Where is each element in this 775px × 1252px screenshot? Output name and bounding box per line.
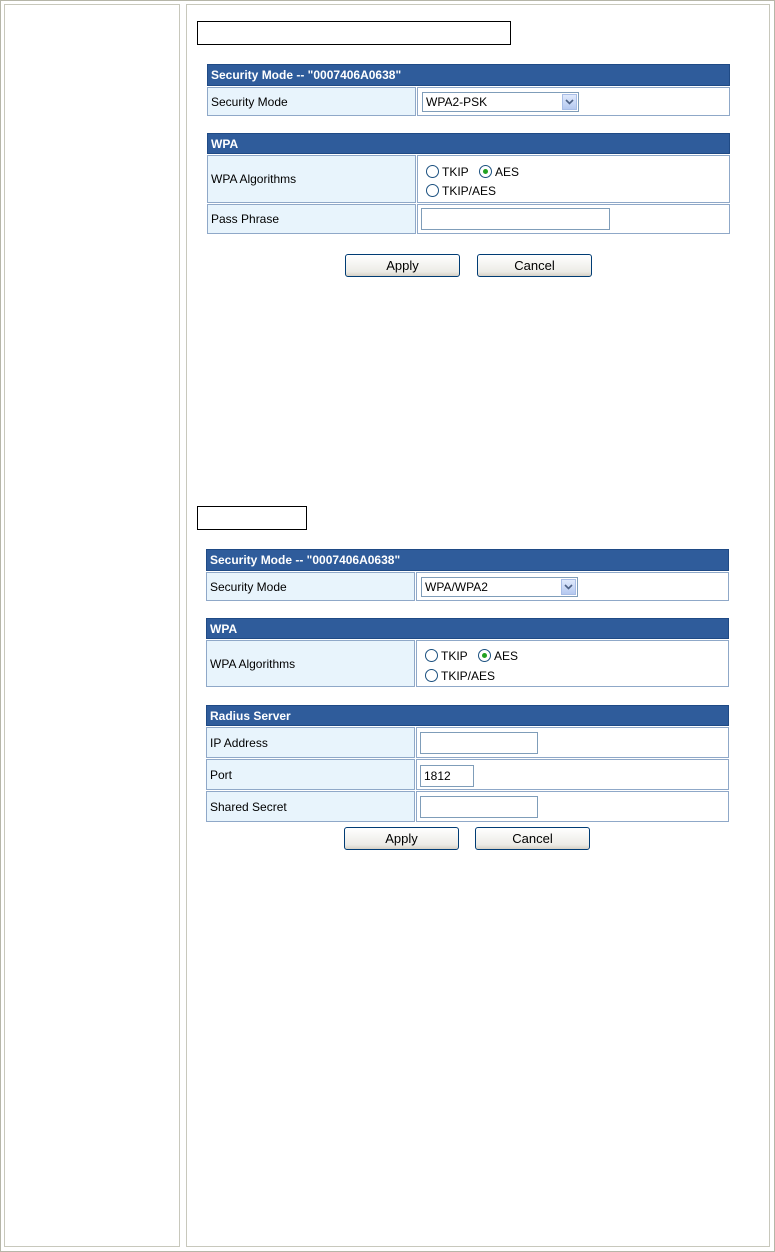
- panel2-port-label: Port: [206, 759, 415, 790]
- panel1-security-mode-cell: [417, 87, 730, 116]
- panel2-ip-address-cell: [416, 727, 729, 758]
- chevron-down-icon: [561, 579, 576, 595]
- panel1-radio-tkip[interactable]: [426, 165, 439, 178]
- panel2-apply-button[interactable]: Apply: [344, 827, 459, 850]
- panel2-radio-tkip-aes[interactable]: [425, 669, 438, 682]
- panel1-radio-aes[interactable]: [479, 165, 492, 178]
- panel2-radio-tkip-label: TKIP: [441, 649, 468, 663]
- panel2-radio-tkip-aes-label: TKIP/AES: [441, 669, 496, 683]
- panel2-radio-aes[interactable]: [478, 649, 491, 662]
- pass-phrase-input[interactable]: [421, 208, 610, 230]
- panel2-security-mode-cell: [416, 572, 729, 601]
- panel2-cancel-button[interactable]: Cancel: [475, 827, 590, 850]
- panel2-port-cell: [416, 759, 729, 790]
- panel1-cancel-button[interactable]: Cancel: [477, 254, 592, 277]
- panel1-apply-button[interactable]: Apply: [345, 254, 460, 277]
- panel1-security-mode-value: WPA2-PSK: [426, 95, 488, 109]
- ip-address-input[interactable]: [420, 732, 538, 754]
- panel1-pass-phrase-label: Pass Phrase: [207, 204, 416, 234]
- panel2-wpa-header: WPA: [206, 618, 729, 639]
- panel1-security-mode-label: Security Mode: [207, 87, 416, 116]
- panel2-security-mode-value: WPA/WPA2: [425, 580, 488, 594]
- panel1-radio-tkip-aes[interactable]: [426, 184, 439, 197]
- panel1-radio-tkip-aes-label: TKIP/AES: [442, 184, 497, 198]
- panel2-shared-secret-cell: [416, 791, 729, 822]
- panel1-security-header: Security Mode -- "0007406A0638": [207, 64, 730, 86]
- panel2-wpa-algorithms-cell: [416, 640, 729, 687]
- panel1-wpa-header: WPA: [207, 133, 730, 154]
- chevron-down-icon: [562, 94, 577, 110]
- panel2-radius-header: Radius Server: [206, 705, 729, 726]
- panel2-security-mode-select[interactable]: [421, 577, 578, 597]
- panel1-caption-box: [197, 21, 511, 45]
- panel1-security-mode-select[interactable]: [422, 92, 579, 112]
- panel1-radio-aes-label: AES: [495, 165, 520, 179]
- panel2-radio-aes-label: AES: [494, 649, 519, 663]
- panel2-ip-address-label: IP Address: [206, 727, 415, 758]
- panel1-wpa-algorithms-cell: [417, 155, 730, 203]
- left-column: [4, 4, 180, 1247]
- panel1-radio-tkip-label: TKIP: [442, 165, 469, 179]
- panel2-security-mode-label: Security Mode: [206, 572, 415, 601]
- shared-secret-input[interactable]: [420, 796, 538, 818]
- panel2-security-header: Security Mode -- "0007406A0638": [206, 549, 729, 571]
- panel1-pass-phrase-cell: [417, 204, 730, 234]
- panel2-wpa-algorithms-label: WPA Algorithms: [206, 640, 415, 687]
- panel2-radio-tkip[interactable]: [425, 649, 438, 662]
- panel2-caption-box: [197, 506, 307, 530]
- panel2-shared-secret-label: Shared Secret: [206, 791, 415, 822]
- panel1-wpa-algorithms-label: WPA Algorithms: [207, 155, 416, 203]
- port-input[interactable]: 1812: [420, 765, 474, 787]
